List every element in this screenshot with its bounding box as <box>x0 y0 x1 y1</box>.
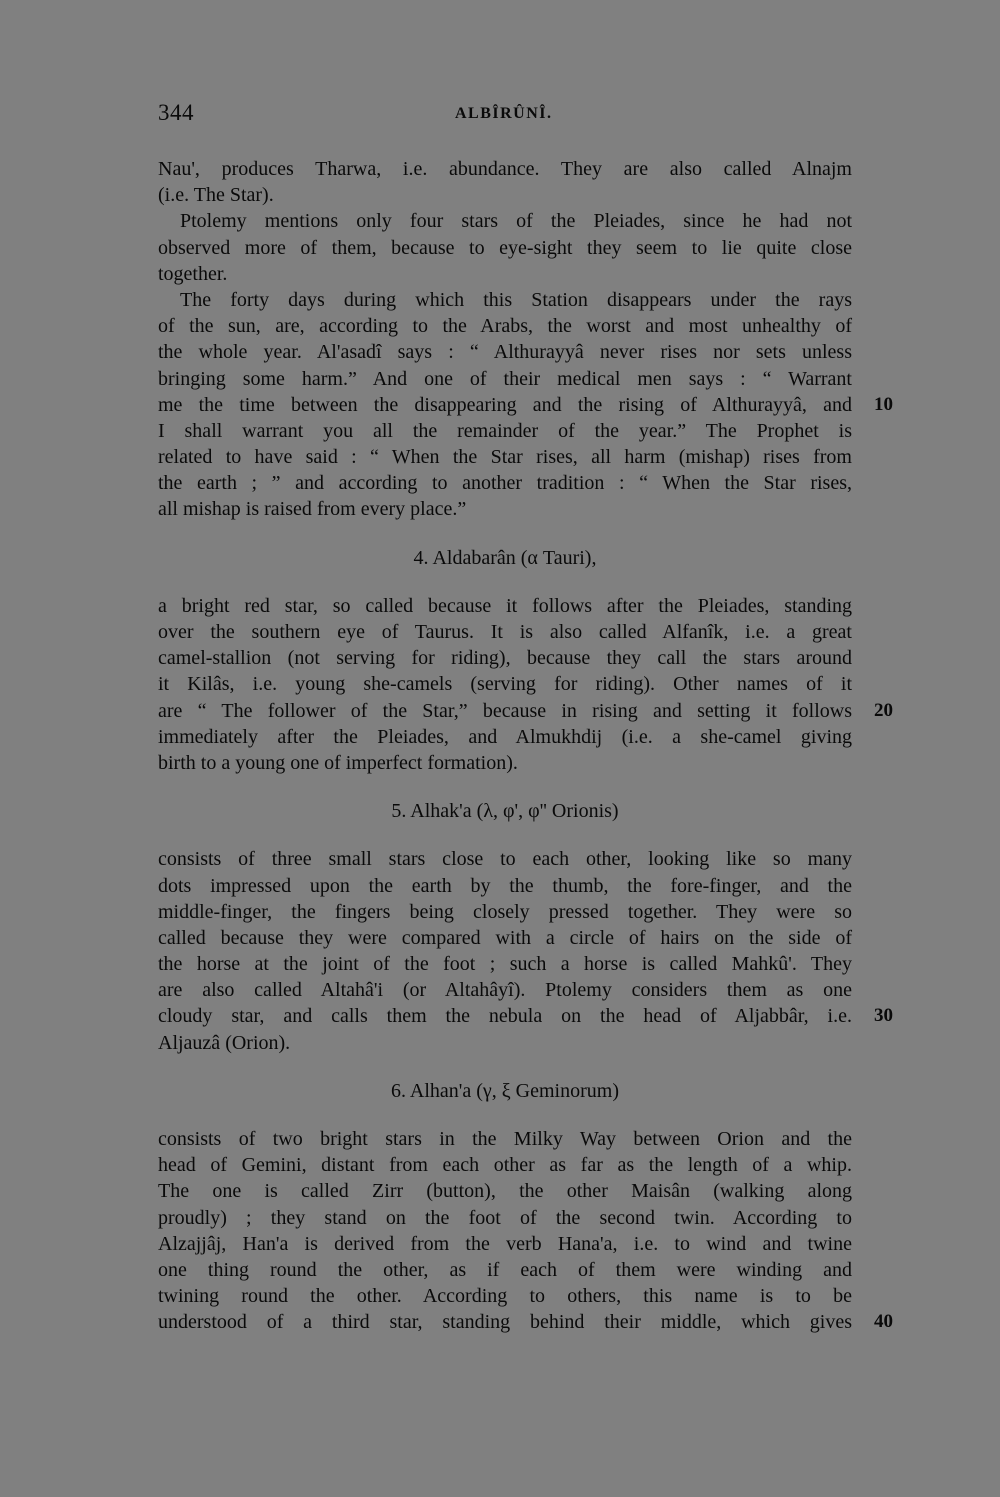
text-line: Alzajjâj, Han'a is derived from the verb Hana'a, i.e. to wind and twine <box>158 1232 852 1255</box>
text-line: one thing round the other, as if each of them were winding and <box>158 1258 852 1281</box>
running-title: ALBÎRÛNÎ. <box>455 105 553 122</box>
text-line-numbered <box>158 698 893 724</box>
margin-line-number: 40 <box>874 1311 893 1333</box>
text-line: are “ The follower of the Star,” because in rising and setting it follows <box>158 699 852 722</box>
page-number: 344 <box>158 100 194 125</box>
section-heading: 5. Alhak'a (λ, φ', φ'' Orionis) <box>391 800 619 823</box>
text-line: consists of three small stars close to each other, looking like so many <box>158 848 852 871</box>
text-line: a bright red star, so called because it follows after the Pleiades, standing <box>158 594 852 617</box>
text-line: of the sun, are, according to the Arabs, the worst and most unhealthy of <box>158 315 852 338</box>
text-line: understood of a third star, standing behind their middle, which gives <box>158 1311 852 1334</box>
text-line: camel-stallion (not serving for riding), because they call the stars around <box>158 647 852 670</box>
text-line: the earth ; ” and according to another tradition : “ When the Star rises, <box>158 472 852 495</box>
text-line: all mishap is raised from every place.” <box>158 498 467 521</box>
text-line: related to have said : “ When the Star rises, all harm (mishap) rises from <box>158 446 852 469</box>
text-line: me the time between the disappearing and the rising of Althurayyâ, and <box>158 393 852 416</box>
margin-line-number: 10 <box>874 393 893 415</box>
text-line: dots impressed upon the earth by the thumb, the fore-finger, and the <box>158 874 852 897</box>
text-line: I shall warrant you all the remainder of the year.” The Prophet is <box>158 419 852 442</box>
text-line-numbered <box>158 1309 893 1335</box>
text-line: proudly) ; they stand on the foot of the second twin. According to <box>158 1206 852 1229</box>
text-line-numbered <box>158 1003 893 1029</box>
margin-line-number: 30 <box>874 1005 893 1027</box>
text-line: (i.e. The Star). <box>158 184 274 207</box>
text-line-numbered <box>158 392 893 418</box>
text-line: the horse at the joint of the foot ; such a horse is called Mahkû'. They <box>158 953 852 976</box>
text-line: The forty days during which this Station disappears under the rays <box>180 288 852 311</box>
text-line: twining round the other. According to others, this name is to be <box>158 1285 852 1308</box>
text-line: Nau', produces Tharwa, i.e. abundance. They are also called Alnajm <box>158 158 852 180</box>
text-line: middle-finger, the fingers being closely pressed together. They were so <box>158 900 852 923</box>
section-heading: 6. Alhan'a (γ, ξ Geminorum) <box>391 1079 619 1102</box>
body-text <box>158 156 893 1336</box>
text-line: observed more of them, because to eye-sight they seem to lie quite close <box>158 236 852 259</box>
margin-line-number: 20 <box>874 699 893 721</box>
text-line: The one is called Zirr (button), the other Maisân (walking along <box>158 1180 852 1203</box>
text-line: it Kilâs, i.e. young she-camels (serving for riding). Other names of it <box>158 673 852 696</box>
text-line: bringing some harm.” And one of their medical men says : “ Warrant <box>158 367 852 390</box>
text-line: consists of two bright stars in the Milky Way between Orion and the <box>158 1128 852 1150</box>
text-line: together. <box>158 262 228 285</box>
section-heading: 4. Aldabarân (α Tauri), <box>413 546 597 569</box>
text-line: Aljauzâ (Orion). <box>158 1031 291 1054</box>
running-head <box>158 100 850 134</box>
text-line: over the southern eye of Taurus. It is also called Alfanîk, i.e. a great <box>158 621 852 643</box>
text-line: are also called Altahâ'i (or Altahâyî). Ptolemy considers them as one <box>158 979 852 1002</box>
text-line: cloudy star, and calls them the nebula on the head of Aljabbâr, i.e. <box>158 1005 852 1028</box>
text-line: birth to a young one of imperfect formation). <box>158 751 518 774</box>
text-line: the whole year. Al'asadî says : “ Althurayyâ never rises nor sets unless <box>158 341 852 364</box>
text-line: head of Gemini, distant from each other as far as the length of a whip. <box>158 1154 852 1177</box>
text-line: Ptolemy mentions only four stars of the Pleiades, since he had not <box>180 210 852 233</box>
text-line: called because they were compared with a circle of hairs on the side of <box>158 926 852 949</box>
text-line: immediately after the Pleiades, and Almukhdij (i.e. a she-camel giving <box>158 725 852 748</box>
